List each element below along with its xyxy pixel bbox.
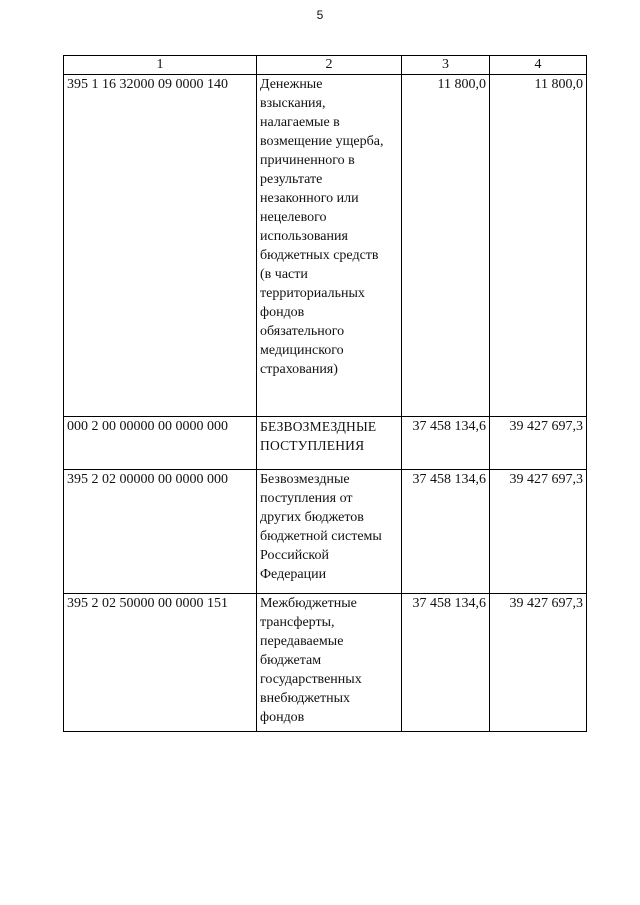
name-line: результате [260, 172, 323, 187]
row-code: 395 1 16 32000 09 0000 140 [64, 75, 257, 417]
name-line: внебюджетных [260, 691, 351, 706]
header-col-1: 1 [64, 56, 257, 75]
name-line: фондов [260, 305, 305, 320]
name-line: трансферты, [260, 615, 335, 630]
row-code: 000 2 00 00000 00 0000 000 [64, 417, 257, 470]
row-value-col3: 37 458 134,6 [402, 417, 490, 470]
row-value-col4: 39 427 697,3 [490, 470, 587, 594]
row-value-col3: 11 800,0 [402, 75, 490, 417]
row-name [257, 470, 402, 594]
row-value-col4: 11 800,0 [490, 75, 587, 417]
header-col-4: 4 [490, 56, 587, 75]
name-line: бюджетам [260, 653, 322, 668]
name-line: страхования) [260, 362, 338, 377]
name-line: возмещение ущерба, [260, 134, 384, 149]
table-row [64, 417, 587, 470]
row-name [257, 75, 402, 417]
name-line: (в части [260, 267, 308, 282]
row-value-col4: 39 427 697,3 [490, 417, 587, 470]
name-line: использования [260, 229, 348, 244]
name-line: взыскания, [260, 96, 326, 111]
name-line: передаваемые [260, 634, 344, 649]
row-code: 395 2 02 50000 00 0000 151 [64, 594, 257, 732]
header-col-3: 3 [402, 56, 490, 75]
table-row [64, 594, 587, 732]
name-line: БЕЗВОЗМЕЗДНЫЕ [260, 419, 377, 434]
row-value-col3: 37 458 134,6 [402, 594, 490, 732]
name-line: бюджетной системы [260, 529, 382, 544]
table-row [64, 470, 587, 594]
row-code: 395 2 02 00000 00 0000 000 [64, 470, 257, 594]
name-line: поступления от [260, 491, 353, 506]
header-row [64, 56, 587, 75]
row-value-col4: 39 427 697,3 [490, 594, 587, 732]
header-col-2: 2 [257, 56, 402, 75]
name-line: незаконного или [260, 191, 359, 206]
name-line: Федерации [260, 567, 327, 582]
name-line: Безвозмездные [260, 472, 350, 487]
name-line: Российской [260, 548, 329, 563]
name-line: бюджетных средств [260, 248, 379, 263]
row-name [257, 417, 402, 470]
name-line: ПОСТУПЛЕНИЯ [260, 438, 365, 453]
name-line: причиненного в [260, 153, 355, 168]
name-line: других бюджетов [260, 510, 364, 525]
page-number: 5 [316, 8, 324, 22]
name-line: нецелевого [260, 210, 327, 225]
table-row [64, 75, 587, 417]
name-line: государственных [260, 672, 362, 687]
name-line: медицинского [260, 343, 344, 358]
row-value-col3: 37 458 134,6 [402, 470, 490, 594]
name-line: обязательного [260, 324, 345, 339]
name-line: территориальных [260, 286, 365, 301]
budget-table [63, 55, 587, 732]
name-line: Межбюджетные [260, 596, 357, 611]
row-name [257, 594, 402, 732]
name-line: налагаемые в [260, 115, 340, 130]
name-line: фондов [260, 710, 305, 725]
name-line: Денежные [260, 77, 323, 92]
